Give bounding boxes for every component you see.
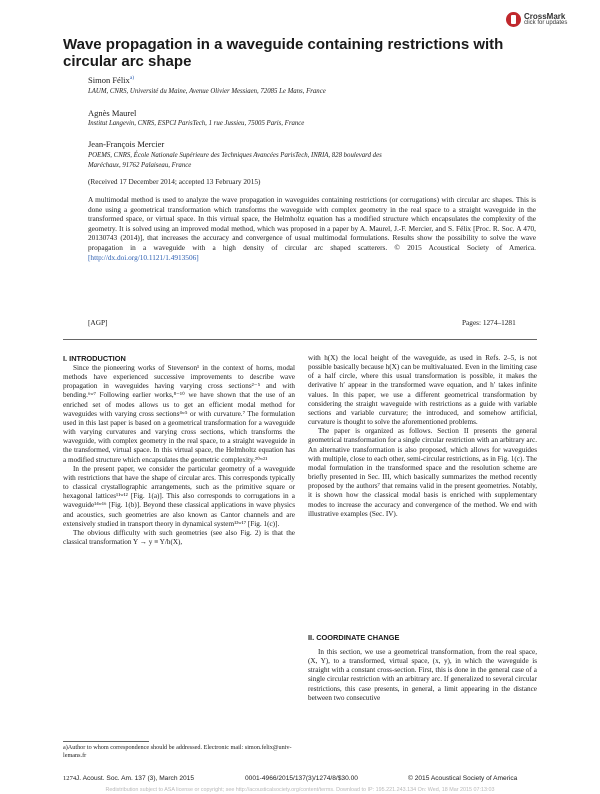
crossmark-icon (506, 12, 521, 27)
affiliation-1: LAUM, CNRS, Université du Maine, Avenue Olivier Messiaen, 72085 Le Mans, France (88, 88, 326, 95)
page-range: Pages: 1274–1281 (462, 318, 516, 327)
paper-title: Wave propagation in a waveguide containing restrictions with circular arc shape (63, 36, 504, 70)
intro-paragraph: In the present paper, we consider the particular geometry of a waveguide with restrictions that have the shape of circular arcs. This corresponds typically to classical crystallographic arrangements, such as the primitive square or hexagonal lattices¹¹ʷ¹² [Fig. 1(a)]. This also corresponds to corrugations in a waveguide¹⁴ʷ¹⁶ [Fig. 1(b)]. Beyond these classical applications in wave physics and acoustics, such geometries are also known as Cantor channels and are extensively studied in transport theory in dynamical system¹³ʷ¹⁷ [Fig. 1(c)]. (63, 464, 295, 528)
received-dates: (Received 17 December 2014; accepted 13 February 2015) (88, 177, 261, 186)
abstract (88, 195, 536, 262)
footnote-divider (63, 741, 149, 742)
abstract-text: A multimodal method is used to analyze the wave propagation in waveguides containing restrictions (or corrugations) with circular arc shapes. This is done using a geometrical transformation which transforms the waveguide with complex geometry in the real space to a straight waveguide in the transformed space, or virtual space. In this virtual space, the Helmholtz equation has a modified structure which encapsulates the complexity of the geometry. It is solved using an improved modal method, which was proposed in a paper by A. Maurel, J.-F. Mercier, and S. Félix [Proc. R. Soc. A 470, 20130743 (2014)], that increases the accuracy and convergence of usual multimodal formulations. Results show the possibility to solve the wave propagation in a waveguide with a high density of circular arc shaped scatterers. © 2015 Acoustical Society of America. (88, 195, 536, 252)
author-name: Jean-François Mercier (88, 139, 165, 149)
author-name: Agnès Maurel (88, 108, 137, 118)
body-paragraph: with h(X) the local height of the waveguide, as used in Refs. 2–5, is not possible basically because h(X) can be multivaluated. Even in the limiting case of a half circle, where this usual transformation is possible, it makes the derivative h′ appear in the transformed wave equation, and h′ takes infinite values. In this paper, we use a different geometrical transformation by considering the straight waveguide with restrictions as a guide with variable sections and variable curvature; the introduced, and somehow artificial, curvature is thought to solve the aforementioned problems. (308, 354, 537, 427)
section-heading-introduction: I. INTRODUCTION (63, 354, 126, 363)
intro-paragraph: The obvious difficulty with such geometries (see also Fig. 2) is that the classical transformation Y → y ≡ Y/h(X), (63, 528, 295, 546)
author-1 (88, 75, 134, 85)
author-name: Simon Félix (88, 75, 130, 85)
crossmark-logo[interactable] (506, 10, 588, 30)
divider (63, 339, 537, 340)
footnote: a)Author to whom correspondence should be addressed. Electronic mail: simon.felix@univ-lemans.fr (63, 744, 292, 759)
copyright: © 2015 Acoustical Society of America (408, 775, 518, 782)
author-mark[interactable]: a) (129, 75, 135, 82)
article-code: 0001-4966/2015/137(3)/1274/8/$30.00 (245, 775, 358, 782)
logo-line2: click for updates (524, 20, 568, 26)
right-column (308, 354, 537, 519)
intro-paragraph: Since the pioneering works of Stevenson¹ in the context of horns, modal methods have experienced successive improvements to describe wave propagation in waveguides having varying cross sections²⁻⁵ and with bending.⁶ʷ⁷ Following earlier works,⁸⁻¹⁰ we have shown that the use of an enriched set of modes allows us to get an efficient modal method for waveguides with varying cross sections⁴ʷ⁵ or with curvature.⁷ The formulation used in this last paper is based on a geometrical transformation for a waveguide with varying curvatures and varying cross sections, which transforms the waveguide, with complex geometry in the real space, to a straight waveguide in the transformed, virtual space. In this virtual space, the Helmholtz equation has a modified structure which encapsulates the geometric complexity.²⁰ʷ²¹ (63, 364, 295, 464)
journal-citation: J. Acoust. Soc. Am. 137 (3), March 2015 (76, 775, 195, 782)
section-heading-coordinate-change: II. COORDINATE CHANGE (308, 633, 400, 642)
redistribution-notice: Redistribution subject to ASA license or copyright; see http://acousticalsociety.org/content/terms. Download to IP: 195.221.243.134 On: Wed, 18 Mar 2015 07:13:03 (105, 787, 495, 793)
author-2 (88, 108, 136, 118)
body-paragraph: In this section, we use a geometrical transformation, from the real space, (X, Y), to a transformed, virtual space, (x, y), in which the waveguide is straight with a constant cross-section. First, this is done in the general case of a single circular restriction with an arbitrary arc. If generalized to several circular restrictions, this case presents, in general, a limit appearing in the distance between two consecutive (308, 648, 537, 702)
coordinate-change-text (308, 648, 537, 703)
affiliation-2: Institut Langevin, CNRS, ESPCI ParisTech, 1 rue Jussieu, 75005 Paris, France (88, 120, 305, 127)
agp-label: [AGP] (88, 318, 108, 327)
page-number: 1274 (63, 775, 77, 782)
doi-link[interactable]: [http://dx.doi.org/10.1121/1.4913506] (88, 252, 199, 262)
left-column (63, 364, 295, 547)
author-3 (88, 139, 164, 149)
affiliation-3: POEMS, CNRS, École Nationale Supérieure des Techniques Avancées ParisTech, INRIA, 828 boulevard des Maréchaux, 91762 Palaiseau, France (88, 152, 382, 169)
body-paragraph: The paper is organized as follows. Section II presents the general geometrical transformation for a single circular restriction with an arbitrary arc. An alternative transformation is also proposed, which allows for waveguides with multiple, close to each other, semi-circular restrictions, as in Fig. 1(c). The modal formulation in the transformed space and the resolution scheme are briefly presented in Sec. III, which basically summarizes the method recently proposed by the authors⁷ that remains valid in the present geometries. Notably, it is shown how the classical modal basis is enriched with supplementary modes to increase the accuracy and convergence of the method. We end with illustrative examples (Sec. IV). (308, 427, 537, 518)
logo-line1: CrossMark (524, 12, 566, 21)
